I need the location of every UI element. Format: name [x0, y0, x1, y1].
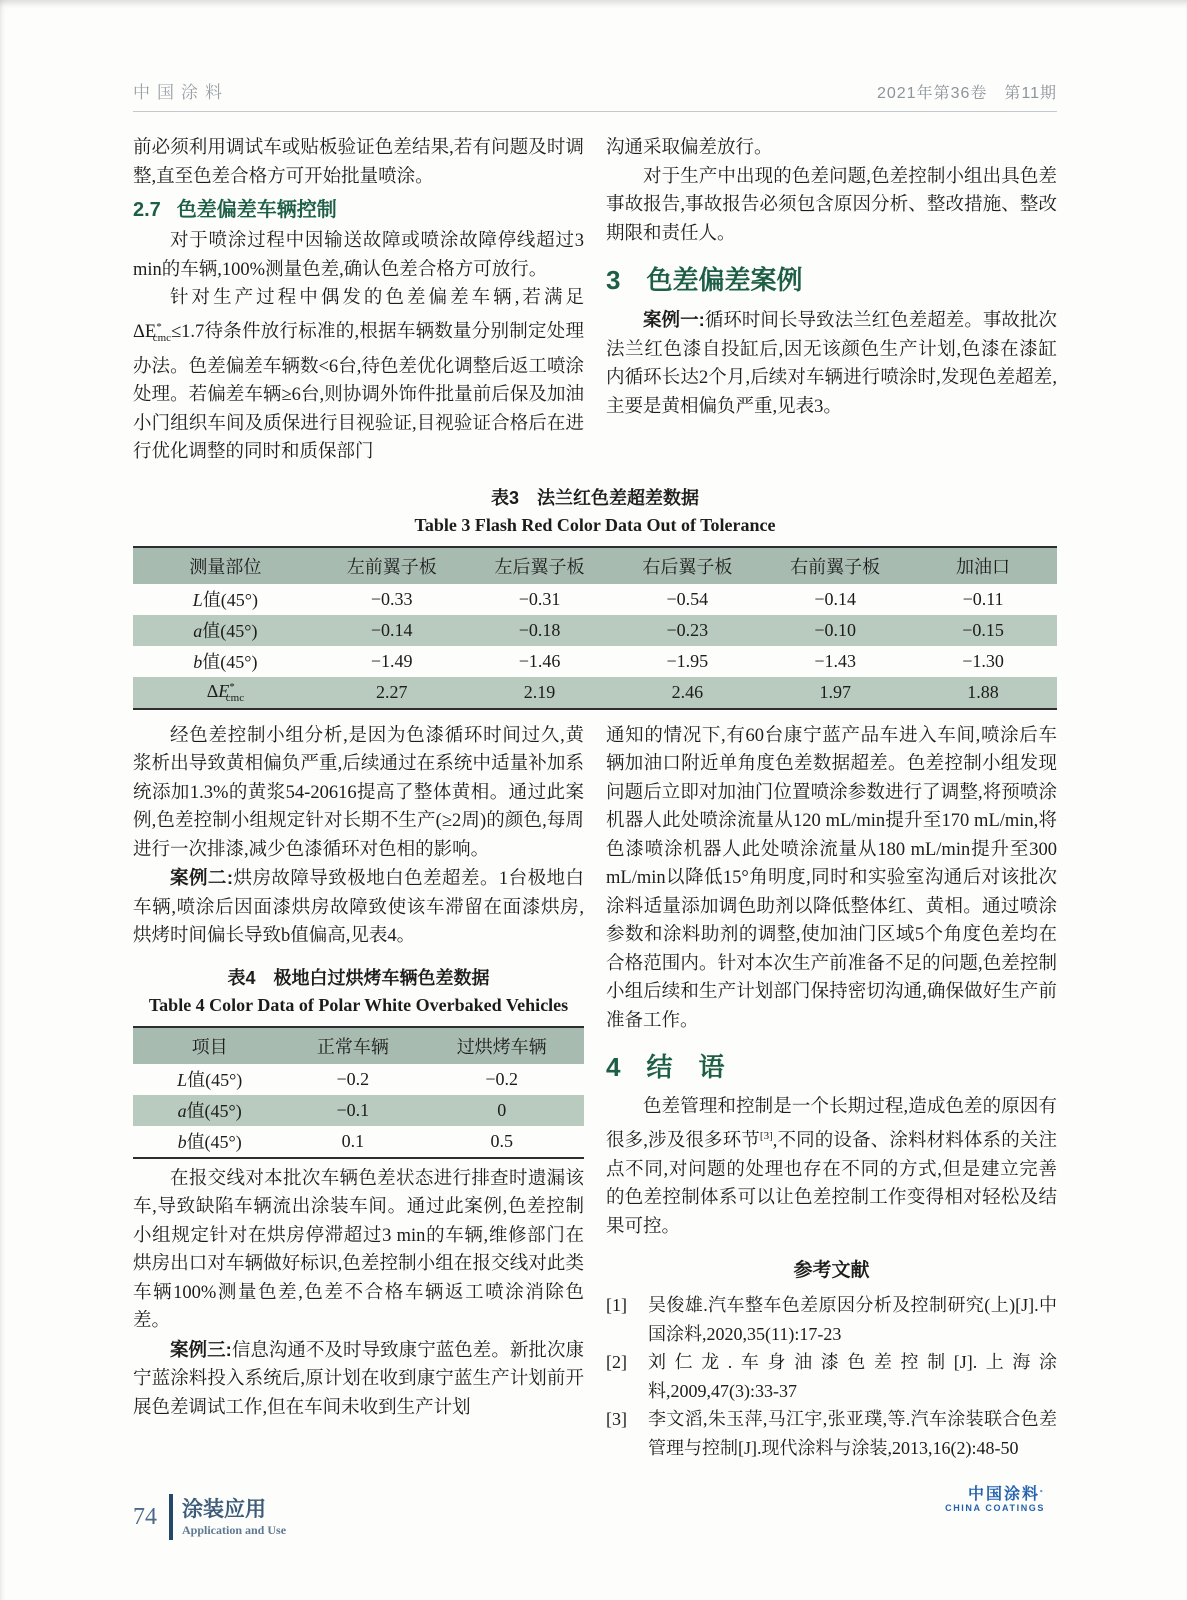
- logo-trademark: ˚: [1040, 1489, 1045, 1499]
- case-3-lead: 案例三:: [170, 1338, 232, 1360]
- table-3-caption-en: Table 3 Flash Red Color Data Out of Tolerance: [414, 514, 776, 535]
- table-row: [133, 1064, 584, 1095]
- table-3-col-header: 左前翼子板: [318, 547, 466, 584]
- para-case-2: 案例二:烘房故障导致极地白色差超差。1台极地白车辆,喷涂后因面漆烘房故障致使该车滞留在面漆烘房,烘烤时间偏长导致b值偏高,见表4。: [133, 867, 584, 947]
- cell: 0.5: [490, 1130, 513, 1151]
- table-4-caption-zh: 表4 极地白过烘烤车辆色差数据: [227, 967, 490, 988]
- row-label: a值(45°): [133, 1095, 286, 1126]
- references-title: 参考文献: [793, 1260, 870, 1281]
- cell: −0.33: [370, 588, 413, 609]
- table-row: [133, 615, 1057, 646]
- logo-en-text: CHINA COATINGS: [945, 1503, 1045, 1513]
- row-label: L值(45°): [192, 590, 258, 611]
- footer-section-title-en: Application and Use: [182, 1522, 287, 1537]
- cell: −0.10: [761, 615, 909, 646]
- cell: −0.2: [336, 1068, 370, 1089]
- cell: −1.95: [666, 650, 709, 671]
- table-3-col-header: 左后翼子板: [466, 547, 614, 584]
- reference-text: 吴俊雄.汽车整车色差原因分析及控制研究(上)[J].中国涂料,2020,35(11):17-23: [648, 1295, 1057, 1344]
- delta-e-formula: $\Delta E^*_{cmc}$: [133, 320, 172, 345]
- cell: −0.18: [466, 615, 614, 646]
- reference-number: [2]: [606, 1352, 627, 1372]
- table-4: [133, 1026, 584, 1159]
- table-4-header-row: [133, 1027, 584, 1064]
- para-accident-report: 对于生产中出现的色差问题,色差控制小组出具色差事故报告,事故报告必须包含原因分析、整改措施、整改期限和责任人。: [606, 166, 1057, 244]
- cell: 0.1: [341, 1130, 365, 1151]
- row-label: L值(45°): [177, 1070, 243, 1091]
- cell: −0.31: [518, 588, 561, 609]
- table-4-block: [133, 965, 584, 1159]
- references-section: [606, 1255, 1057, 1462]
- cell: 2.19: [466, 677, 614, 709]
- table-3-block: [133, 485, 1057, 710]
- page-footer: [133, 1494, 286, 1540]
- section-heading-3: [606, 262, 1057, 298]
- table-4-caption-en: Table 4 Color Data of Polar White Overbaked Vehicles: [148, 994, 569, 1015]
- row-label: b值(45°): [177, 1132, 242, 1153]
- reference-text: 李文滔,朱玉萍,马江宇,张亚璞,等.汽车涂装联合色差管理与控制[J].现代涂料与涂装,2013,16(2):48-50: [648, 1409, 1057, 1458]
- cell: −0.11: [962, 588, 1004, 609]
- right-column-a: [606, 134, 1057, 467]
- section-number: 2.7: [133, 199, 161, 221]
- cell: 2.27: [318, 677, 466, 709]
- left-column-a: [133, 134, 584, 467]
- cell: −1.49: [370, 650, 413, 671]
- section-title: 结 语: [646, 1052, 725, 1083]
- cell: 2.46: [613, 677, 761, 709]
- case-2-lead: 案例二:: [170, 867, 234, 889]
- logo-zh-text: 中国涂料˚: [967, 1486, 1045, 1503]
- table-3-col-header: 加油口: [909, 547, 1057, 584]
- table-4-col-header: 正常车辆: [286, 1027, 419, 1064]
- cell: −0.14: [814, 588, 857, 609]
- cell: −0.15: [909, 615, 1057, 646]
- para-case-3-continuation: 通知的情况下,有60台康宁蓝产品车进入车间,喷涂后车辆加油口附近单角度色差数据超差。色差控制小组发现问题后立即对加油门位置喷涂参数进行了调整,将预喷涂机器人此处喷涂流量从120 mL/min提升至170 mL/min,将色漆喷涂机器人此处喷涂流量从180 mL/min提升至300 mL/min以降低15°角明度,同时和实验室沟通后对该批次涂料适量添加调色助剂以降低整体红、黄相。通过喷涂参数和涂料助剂的调整,使加油门区域5个角度色差均在合格范围内。针对本次生产前准备不足的问题,色差控制小组后续和生产计划部门保持密切沟通,确保做好生产前准备工作。: [606, 725, 1057, 1031]
- reference-number: [1]: [606, 1295, 627, 1315]
- reference-text: 刘仁龙.车身油漆色差控制[J].上海涂料,2009,47(3):33-37: [648, 1352, 1057, 1401]
- table-row: [133, 1095, 584, 1126]
- reference-item: [606, 1405, 1057, 1462]
- table-3-col-header: 右前翼子板: [761, 547, 909, 584]
- table-4-col-header: 项目: [133, 1027, 286, 1064]
- table-3-header-row: [133, 547, 1057, 584]
- row-label: a值(45°): [133, 615, 318, 646]
- reference-item: [606, 1291, 1057, 1348]
- table-4-col-header: 过烘烤车辆: [419, 1027, 584, 1064]
- cell: −0.54: [666, 588, 709, 609]
- journal-name: 中国涂料: [133, 83, 229, 102]
- para-inspection: 在报交线对本批次车辆色差状态进行排查时遗漏该车,导致缺陷车辆流出涂装车间。通过此案例,色差控制小组规定针对在烘房停滞超过3 min的车辆,维修部门在烘房出口对车辆做好标识,色差控制小组在报交线对此类车辆100%测量色差,色差不合格车辆返工喷涂消除色差。: [133, 1168, 584, 1332]
- section-title: 色差偏差案例: [646, 265, 803, 295]
- cell: −0.23: [613, 615, 761, 646]
- cell: −0.14: [318, 615, 466, 646]
- footer-section: [182, 1497, 286, 1538]
- footer-section-title-zh: 涂装应用: [182, 1497, 266, 1521]
- cell: −0.2: [485, 1068, 519, 1089]
- cell: −1.30: [962, 650, 1004, 671]
- case-1-lead: 案例一:: [643, 309, 705, 330]
- section-heading-2-7: [133, 195, 584, 225]
- para-case-1: 案例一:循环时间长导致法兰红色差超差。事故批次法兰红色漆自投缸后,因无该颜色生产计划,色漆在漆缸内循环长达2个月,后续对车辆进行喷涂时,发现色差超差,主要是黄相偏负严重,见表3。: [606, 309, 1057, 417]
- table-row: [133, 584, 1057, 615]
- table-row: [133, 646, 1057, 677]
- issue-info: 2021年第36卷 第11期: [876, 85, 1057, 102]
- row-label: b值(45°): [193, 652, 258, 673]
- table-3-caption-zh: 表3 法兰红色差超差数据: [490, 487, 699, 508]
- section-title: 色差偏差车辆控制: [176, 199, 337, 221]
- section-b: [133, 722, 1057, 1514]
- cell: 1.97: [761, 677, 909, 709]
- reference-number: [3]: [606, 1409, 627, 1429]
- para-intro-continuation: 前必须利用调试车或贴板验证色差结果,若有问题及时调整,直至色差合格方可开始批量喷涂。: [133, 138, 584, 187]
- citation-superscript: [3]: [759, 1129, 773, 1142]
- para-case-3: 案例三:信息沟通不及时导致康宁蓝色差。新批次康宁蓝涂料投入系统后,原计划在收到康宁蓝生产计划前开展色差调试工作,但在车间未收到生产计划: [133, 1338, 584, 1418]
- reference-item: [606, 1348, 1057, 1405]
- cell: −0.1: [286, 1095, 419, 1126]
- para-2-7-2: 针对生产过程中偶发的色差偏差车辆,若满足$\Delta E^*_{cmc}\le 1.7$待条件放行标准的,根据车辆数量分别制定处理办法。色差偏差车辆数<6台,待色差优化调整后返工喷涂处理。若偏差车辆≥6台,则协调外饰件批量前后保及加油小门组织车间及质保进行目视验证,目视验证合格后在进行优化调整的同时和质保部门: [133, 288, 584, 463]
- table-row: [133, 1126, 584, 1158]
- cell: −1.46: [518, 650, 561, 671]
- section-heading-4: [606, 1049, 1057, 1085]
- table-3-col-header: 右后翼子板: [613, 547, 761, 584]
- section-number: 4: [606, 1052, 621, 1083]
- page-header: [133, 0, 1057, 112]
- table-3-col-header: 测量部位: [133, 547, 318, 584]
- para-2-7-1: 对于喷涂过程中因输送故障或喷涂故障停线超过3 min的车辆,100%测量色差,确认色差合格方可放行。: [133, 231, 584, 280]
- china-coatings-logo: [606, 1486, 1057, 1514]
- right-column-b: [606, 722, 1057, 1514]
- cell: 1.88: [909, 677, 1057, 709]
- para-right-continuation: 沟通采取偏差放行。: [606, 138, 773, 158]
- table-row: [133, 677, 1057, 709]
- para-analysis: 经色差控制小组分析,是因为色漆循环时间过久,黄浆析出导致黄相偏负严重,后续通过在系统中适量补加系统添加1.3%的黄浆54-20616提高了整体黄相。通过此案例,色差控制小组规定针对长期不生产(≥2周)的颜色,每周进行一次排漆,减少色漆循环对色相的影响。: [133, 725, 584, 860]
- page-number: 74: [133, 1503, 157, 1530]
- cell: 0: [419, 1095, 584, 1126]
- para-conclusion: 色差管理和控制是一个长期过程,造成色差的原因有很多,涉及很多环节[3],不同的设备、涂料材料体系的关注点不同,对问题的处理也存在不同的方式,但是建立完善的色差控制体系可以让色差控制工作变得相对轻松及结果可控。: [606, 1097, 1057, 1237]
- left-column-b: [133, 722, 584, 1514]
- footer-divider-bar: [169, 1494, 173, 1540]
- section-number: 3: [606, 265, 621, 295]
- section-a: [133, 134, 1057, 467]
- table-3: [133, 546, 1057, 710]
- row-label: $\Delta E^*_{cmc}$: [133, 677, 318, 709]
- cell: −1.43: [814, 650, 857, 671]
